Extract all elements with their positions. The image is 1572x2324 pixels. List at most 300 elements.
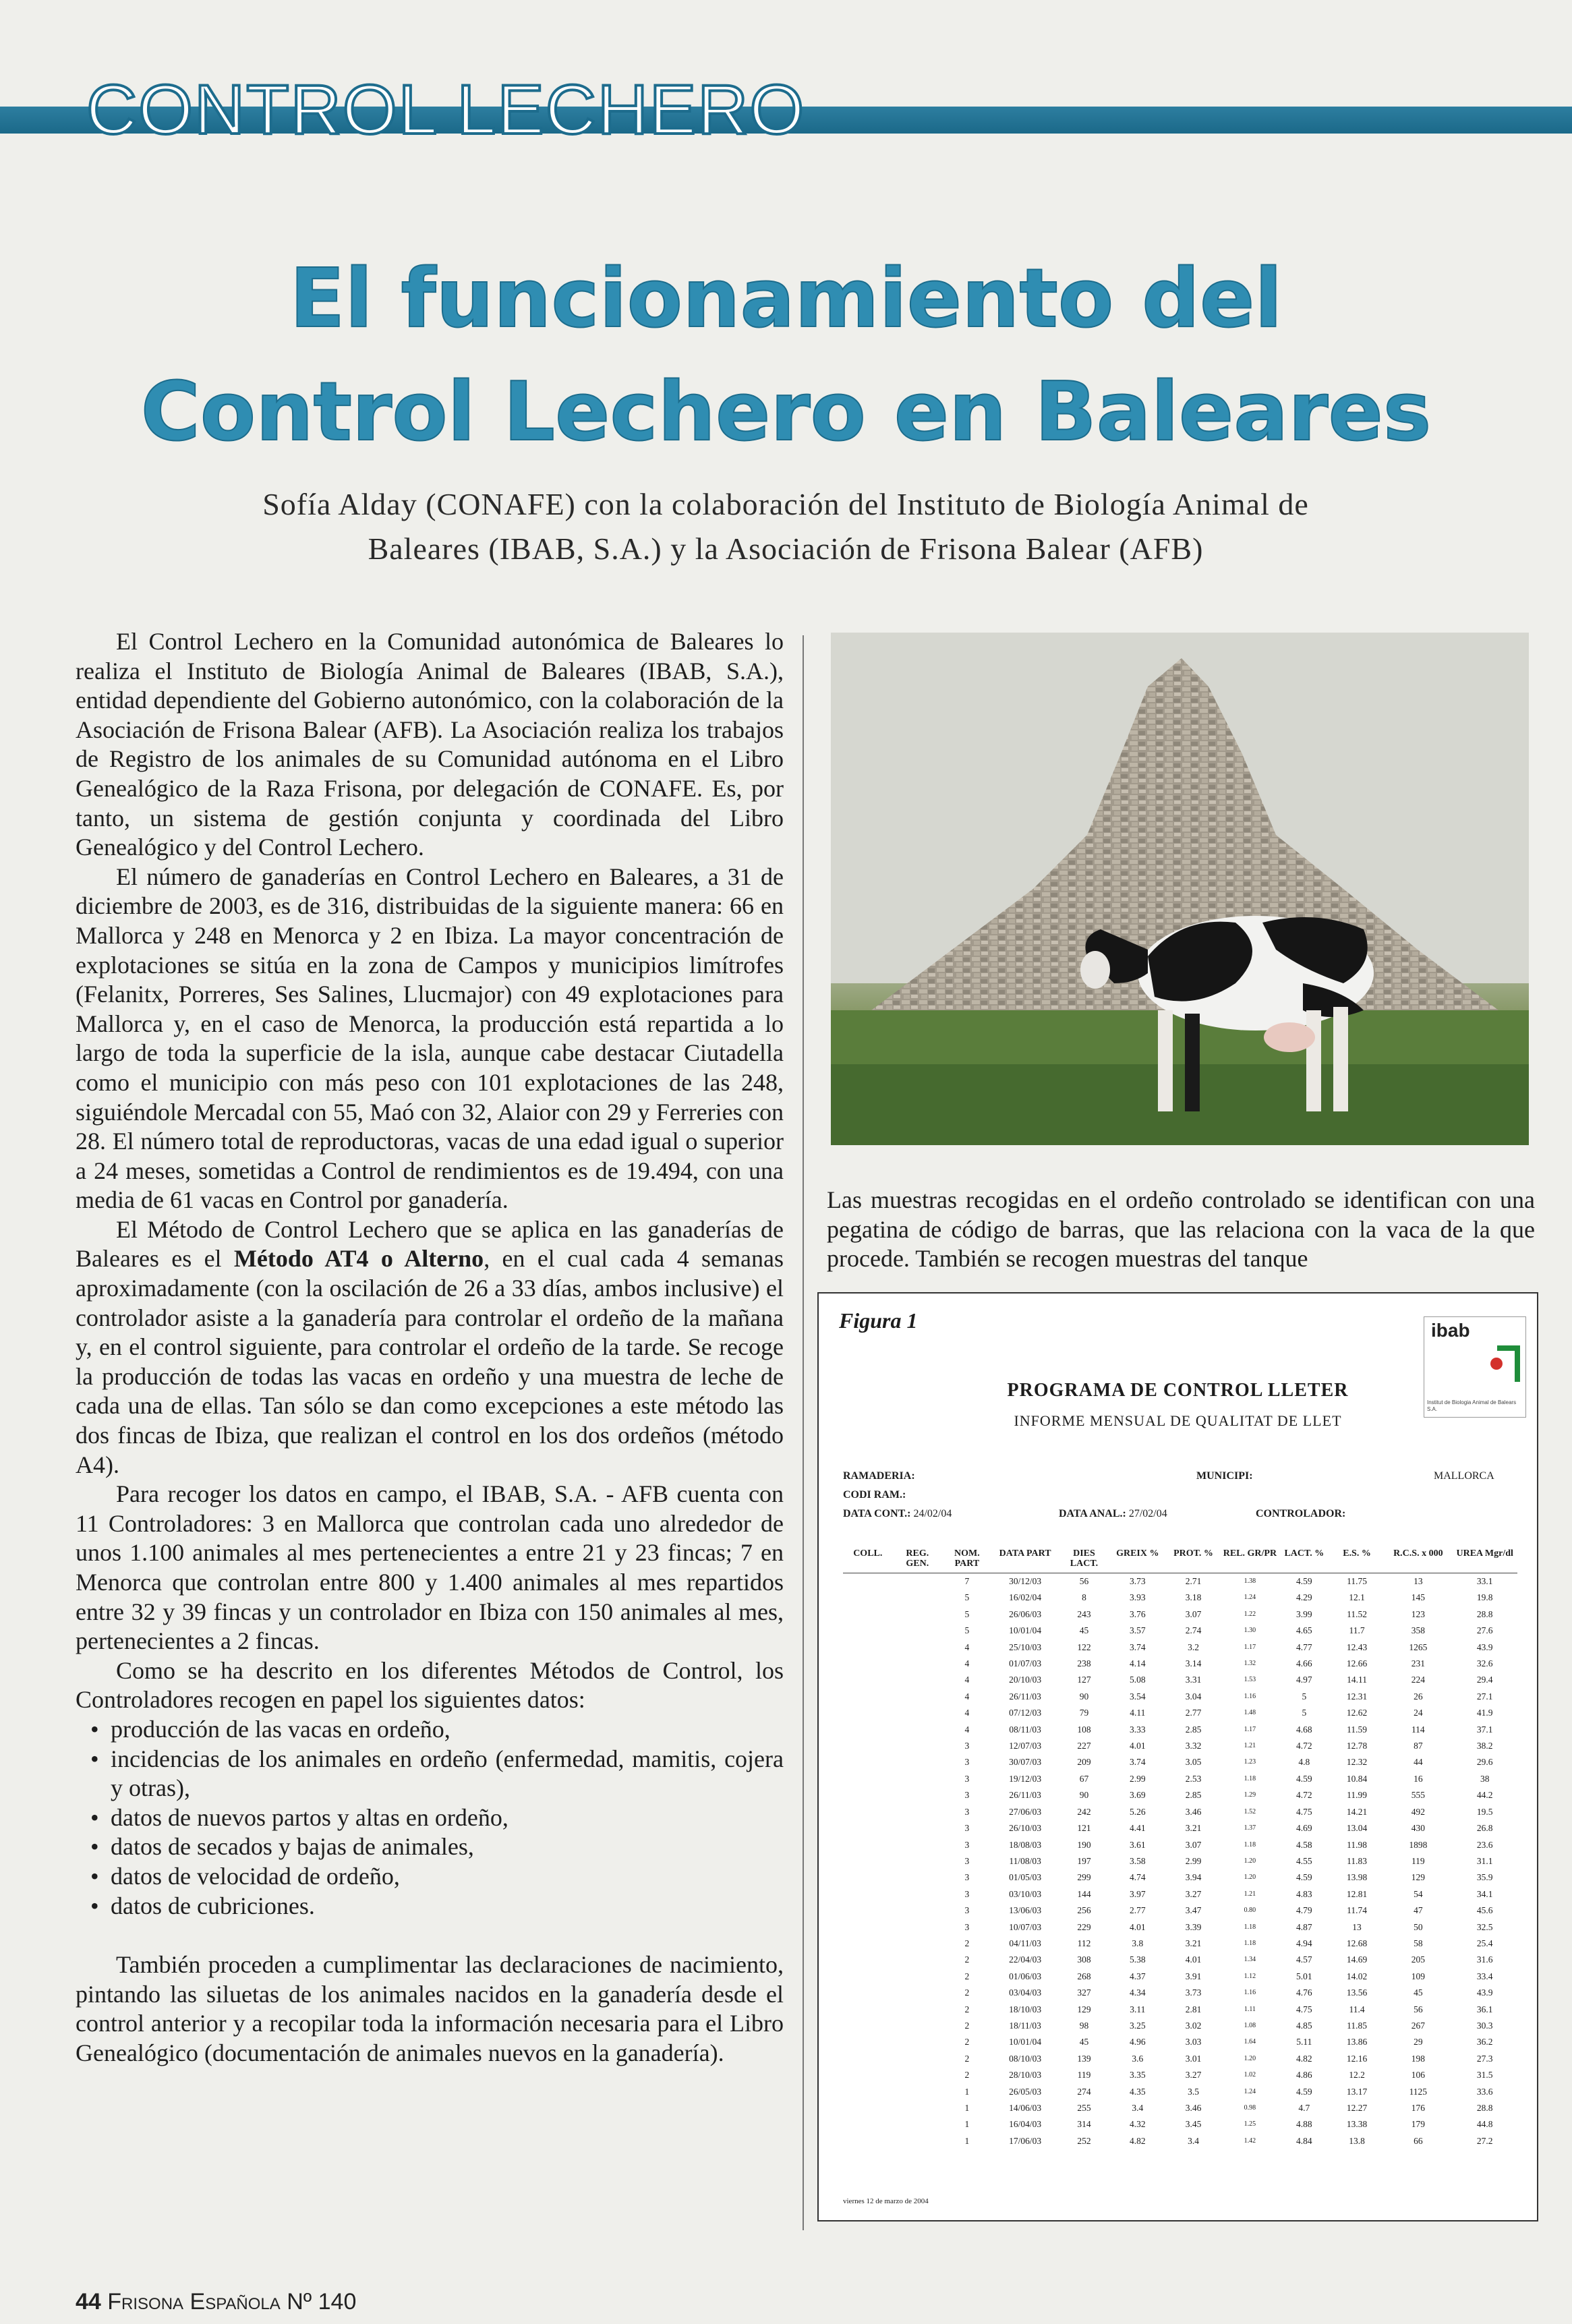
table-cell: 4.69 bbox=[1296, 1823, 1312, 1834]
table-cell-empty bbox=[843, 1886, 893, 1902]
table-cell: 12.2 bbox=[1349, 2070, 1365, 2081]
list-item: • producción de las vacas en ordeño, bbox=[111, 1715, 784, 1745]
table-cell-empty bbox=[843, 2133, 893, 2149]
figure-subtitle: INFORME MENSUAL DE QUALITAT DE LLET bbox=[1014, 1412, 1342, 1429]
table-cell: 11.59 bbox=[1347, 1724, 1367, 1735]
table-cell: 11.98 bbox=[1347, 1839, 1367, 1850]
table-cell: 4.66 bbox=[1296, 1658, 1312, 1669]
headline-line-2: Control Lechero en Baleares bbox=[140, 366, 1432, 459]
table-cell: 358 bbox=[1411, 1625, 1425, 1636]
table-cell: 11.7 bbox=[1349, 1625, 1365, 1636]
table-row bbox=[843, 1837, 1517, 1853]
table-cell: 5.26 bbox=[1129, 1806, 1146, 1817]
table-cell: 5.11 bbox=[1296, 2037, 1312, 2047]
table-cell: 4.84 bbox=[1296, 2135, 1312, 2146]
table-cell-empty bbox=[893, 1606, 943, 1623]
table-cell: 4.77 bbox=[1296, 1642, 1312, 1652]
table-row bbox=[843, 1886, 1517, 1902]
col-header: LACT. % bbox=[1279, 1548, 1330, 1573]
table-cell-empty bbox=[893, 1705, 943, 1721]
meta-municipi: MUNICIPI: bbox=[1196, 1470, 1253, 1482]
table-cell: 4 bbox=[964, 1691, 970, 1702]
table-cell: 1.32 bbox=[1244, 1660, 1256, 1668]
table-cell-empty bbox=[843, 2034, 893, 2050]
table-cell-empty bbox=[843, 1919, 893, 1936]
table-cell: 3 bbox=[964, 1872, 970, 1883]
table-cell: 12.32 bbox=[1346, 1757, 1368, 1768]
table-cell: 1.37 bbox=[1244, 1824, 1256, 1832]
table-cell: 20/10/03 bbox=[1009, 1675, 1042, 1685]
table-cell-empty bbox=[843, 1623, 893, 1639]
table-cell: 3 bbox=[964, 1823, 970, 1834]
table-cell: 25.4 bbox=[1476, 1938, 1493, 1948]
table-cell: 252 bbox=[1077, 2135, 1091, 2146]
table-cell: 3.76 bbox=[1129, 1608, 1146, 1619]
table-cell: 1.18 bbox=[1244, 1840, 1256, 1849]
table-cell: 122 bbox=[1077, 1642, 1091, 1652]
col-header: R.C.S. x 000 bbox=[1384, 1548, 1452, 1573]
table-cell: 2.71 bbox=[1185, 1576, 1202, 1586]
table-cell: 3.27 bbox=[1185, 1888, 1202, 1899]
table-cell: 1.29 bbox=[1244, 1791, 1256, 1799]
table-cell: 3.6 bbox=[1132, 2053, 1144, 2064]
table-row bbox=[843, 1606, 1517, 1623]
table-cell: 1.17 bbox=[1244, 1725, 1256, 1733]
table-cell: 4.96 bbox=[1129, 2037, 1146, 2047]
col-header: E.S. % bbox=[1330, 1548, 1384, 1573]
table-cell: 3.01 bbox=[1185, 2053, 1202, 2064]
table-cell: 3 bbox=[964, 1790, 970, 1801]
table-cell: 5.08 bbox=[1129, 1675, 1146, 1685]
table-cell: 12.81 bbox=[1346, 1888, 1368, 1899]
article-headline bbox=[0, 243, 1572, 469]
table-row bbox=[843, 2100, 1517, 2116]
table-cell: 4.01 bbox=[1185, 1954, 1202, 1965]
table-cell-empty bbox=[893, 1869, 943, 1886]
table-cell: 1.53 bbox=[1244, 1676, 1256, 1684]
table-cell: 3 bbox=[964, 1905, 970, 1916]
table-cell: 4.82 bbox=[1296, 2053, 1312, 2064]
list-item: • datos de nuevos partos y altas en ordeño, bbox=[111, 1803, 784, 1833]
table-cell: 44.2 bbox=[1476, 1790, 1493, 1801]
meta-codi: CODI RAM.: bbox=[843, 1489, 906, 1501]
table-cell: 31.1 bbox=[1476, 1855, 1493, 1866]
table-cell: 1.34 bbox=[1244, 1956, 1256, 1964]
table-cell: 24 bbox=[1414, 1708, 1423, 1718]
table-cell: 04/11/03 bbox=[1009, 1938, 1041, 1948]
table-row bbox=[843, 1969, 1517, 1985]
table-cell: 11.75 bbox=[1347, 1576, 1367, 1586]
table-cell: 327 bbox=[1077, 1987, 1091, 1998]
table-cell: 16 bbox=[1414, 1773, 1423, 1784]
table-cell: 1.12 bbox=[1244, 1972, 1256, 1980]
table-cell: 54 bbox=[1414, 1888, 1423, 1899]
table-cell: 12.62 bbox=[1346, 1708, 1368, 1718]
table-cell: 2.53 bbox=[1185, 1773, 1202, 1784]
table-row bbox=[843, 1639, 1517, 1656]
table-cell: 3.14 bbox=[1185, 1658, 1202, 1669]
table-cell: 4.88 bbox=[1296, 2119, 1312, 2130]
table-cell: 2 bbox=[964, 2020, 970, 2031]
table-cell: 430 bbox=[1411, 1823, 1425, 1834]
table-cell: 12.78 bbox=[1346, 1741, 1368, 1751]
paragraph-5: Como se ha descrito en los diferentes Métodos de Control, los Controladores recogen en papel los siguientes datos: bbox=[76, 1656, 784, 1714]
table-cell: 27/06/03 bbox=[1009, 1806, 1042, 1817]
table-row bbox=[843, 1869, 1517, 1886]
table-cell-empty bbox=[843, 1689, 893, 1705]
table-cell: 13.8 bbox=[1349, 2135, 1365, 2146]
table-cell: 01/07/03 bbox=[1009, 1658, 1042, 1669]
table-cell-empty bbox=[843, 1985, 893, 2001]
table-cell-empty bbox=[893, 1689, 943, 1705]
table-cell: 26/05/03 bbox=[1009, 2086, 1042, 2097]
table-cell: 28.8 bbox=[1476, 1608, 1493, 1619]
table-row bbox=[843, 1936, 1517, 1952]
table-cell: 13.56 bbox=[1346, 1987, 1368, 1998]
col-header: PROT. % bbox=[1165, 1548, 1221, 1573]
table-cell: 12/07/03 bbox=[1009, 1741, 1042, 1751]
paragraph-1: El Control Lechero en la Comunidad autonómica de Baleares lo realiza el Instituto de Biología Animal de Baleares (IBAB, S.A.), entidad dependiente del Gobierno autonómico, con la colaboración de la Asociación de Frisona Balear (AFB). La Asociación realiza los trabajos de Registro de los animales de su Comunidad autónoma en el Libro Genealógico de la Raza Frisona, por delegación de CONAFE. Es, por tanto, un sistema de gestión conjunta y coordinada del Libro Genealógico y del Control Lechero. bbox=[76, 628, 784, 861]
table-cell-empty bbox=[893, 2100, 943, 2116]
photo-illustration bbox=[831, 633, 1529, 1145]
table-cell: 2.77 bbox=[1185, 1708, 1202, 1718]
table-cell: 229 bbox=[1077, 1921, 1091, 1932]
table-cell: 4.75 bbox=[1296, 1806, 1312, 1817]
table-cell: 8 bbox=[1082, 1592, 1086, 1603]
table-cell: 27.1 bbox=[1476, 1691, 1493, 1702]
table-cell: 2 bbox=[964, 1971, 970, 1981]
table-row bbox=[843, 1573, 1517, 1590]
table-row bbox=[843, 1689, 1517, 1705]
table-row bbox=[843, 1952, 1517, 1968]
table-cell: 4.29 bbox=[1296, 1592, 1312, 1603]
table-cell: 4 bbox=[964, 1675, 970, 1685]
table-cell-empty bbox=[843, 2018, 893, 2034]
table-cell: 27.3 bbox=[1476, 2053, 1493, 2064]
list-item: • datos de secados y bajas de animales, bbox=[111, 1832, 784, 1862]
headline-line-1: El funcionamiento del bbox=[289, 252, 1283, 346]
table-cell: 3.99 bbox=[1296, 1608, 1312, 1619]
table-row bbox=[843, 2084, 1517, 2100]
table-cell: 1.02 bbox=[1244, 2071, 1256, 2079]
table-cell: 3.2 bbox=[1188, 1642, 1199, 1652]
table-cell: 1.16 bbox=[1244, 1692, 1256, 1700]
table-cell-empty bbox=[893, 1902, 943, 1919]
table-cell: 26/10/03 bbox=[1009, 1823, 1042, 1834]
table-cell-empty bbox=[893, 1969, 943, 1985]
table-cell: 3.93 bbox=[1129, 1592, 1146, 1603]
table-cell-empty bbox=[893, 1573, 943, 1590]
table-cell: 26 bbox=[1414, 1691, 1423, 1702]
table-cell: 11.83 bbox=[1347, 1855, 1367, 1866]
table-cell: 238 bbox=[1077, 1658, 1091, 1669]
table-cell: 2.85 bbox=[1185, 1790, 1202, 1801]
table-cell: 33.4 bbox=[1476, 1971, 1493, 1981]
table-cell: 4.01 bbox=[1129, 1741, 1146, 1751]
list-item: • incidencias de los animales en ordeño (enfermedad, mamitis, cojera y otras), bbox=[111, 1745, 784, 1803]
table-cell-empty bbox=[843, 1738, 893, 1754]
magazine-issue: Frisona Española Nº 140 bbox=[107, 2289, 357, 2315]
table-cell: 3.21 bbox=[1185, 1823, 1202, 1834]
table-cell-empty bbox=[893, 1853, 943, 1869]
table-cell: 268 bbox=[1077, 1971, 1091, 1981]
table-cell-empty bbox=[893, 2051, 943, 2067]
table-cell: 50 bbox=[1414, 1921, 1423, 1932]
table-cell: 4.58 bbox=[1296, 1839, 1312, 1850]
table-cell-empty bbox=[893, 1656, 943, 1672]
table-cell: 4 bbox=[964, 1724, 970, 1735]
table-cell: 4.41 bbox=[1129, 1823, 1146, 1834]
table-cell: 224 bbox=[1411, 1675, 1425, 1685]
table-cell: 5 bbox=[964, 1592, 970, 1603]
table-cell: 3 bbox=[964, 1806, 970, 1817]
table-cell: 4 bbox=[964, 1708, 970, 1718]
table-cell: 1.48 bbox=[1244, 1709, 1256, 1717]
table-cell: 07/12/03 bbox=[1009, 1708, 1042, 1718]
table-cell: 18/08/03 bbox=[1009, 1839, 1042, 1850]
table-cell: 2 bbox=[964, 1938, 970, 1948]
table-cell: 44.8 bbox=[1476, 2119, 1493, 2130]
table-cell: 3.69 bbox=[1129, 1790, 1146, 1801]
table-cell: 31.6 bbox=[1476, 1954, 1493, 1965]
paragraph-4: Para recoger los datos en campo, el IBAB, S.A. - AFB cuenta con 11 Controladores: 3 en Mallorca que controlan cada uno alrededor de unos 1.100 animales al mes pertenecientes a entre 21 y 23 fincas; 7 en Menorca que controlan entre 800 y 1.400 animales al mes repartidos entre 32 y 39 fincas y un controlador en Ibiza con 150 animales al mes, pertenecientes a 2 fincas. bbox=[76, 1480, 784, 1655]
table-cell: 44 bbox=[1414, 1757, 1423, 1768]
meta-municipi-value: MALLORCA bbox=[1434, 1470, 1494, 1482]
table-cell: 03/10/03 bbox=[1009, 1888, 1042, 1899]
table-cell: 23.6 bbox=[1476, 1839, 1493, 1850]
table-cell: 119 bbox=[1077, 2070, 1091, 2081]
table-cell: 4.59 bbox=[1296, 1872, 1312, 1883]
table-cell: 127 bbox=[1077, 1675, 1091, 1685]
table-cell: 144 bbox=[1077, 1888, 1091, 1899]
table-cell-empty bbox=[843, 1869, 893, 1886]
table-cell: 3.05 bbox=[1185, 1757, 1202, 1768]
table-cell: 14.69 bbox=[1346, 1954, 1368, 1965]
figure-footer-date: viernes 12 de marzo de 2004 bbox=[843, 2197, 929, 2205]
table-cell: 2 bbox=[964, 2070, 970, 2081]
table-cell: 205 bbox=[1411, 1954, 1425, 1965]
table-cell: 33.1 bbox=[1476, 1576, 1493, 1586]
table-cell: 256 bbox=[1077, 1905, 1091, 1916]
table-cell: 1.18 bbox=[1244, 1923, 1256, 1931]
table-cell: 4.34 bbox=[1129, 1987, 1146, 1998]
page-number: 44 bbox=[76, 2289, 101, 2315]
table-cell: 31.5 bbox=[1476, 2070, 1493, 2081]
table-cell: 5 bbox=[1302, 1691, 1307, 1702]
table-cell: 1.08 bbox=[1244, 2021, 1256, 2029]
table-cell-empty bbox=[893, 1771, 943, 1787]
table-row bbox=[843, 1738, 1517, 1754]
table-cell: 2 bbox=[964, 1954, 970, 1965]
table-cell-empty bbox=[843, 2067, 893, 2083]
table-cell: 4.97 bbox=[1296, 1675, 1312, 1685]
table-cell: 3.27 bbox=[1185, 2070, 1202, 2081]
table-cell: 7 bbox=[964, 1576, 970, 1586]
table-cell: 4.68 bbox=[1296, 1724, 1312, 1735]
table-cell: 4.14 bbox=[1129, 1658, 1146, 1669]
table-cell-empty bbox=[893, 1804, 943, 1820]
table-cell: 2.74 bbox=[1185, 1625, 1202, 1636]
table-cell-empty bbox=[843, 2084, 893, 2100]
table-cell: 13 bbox=[1352, 1921, 1362, 1932]
table-cell: 13.17 bbox=[1346, 2086, 1368, 2097]
table-cell-empty bbox=[843, 1804, 893, 1820]
table-row bbox=[843, 1853, 1517, 1869]
table-cell: 28.8 bbox=[1476, 2103, 1493, 2113]
table-cell: 4.72 bbox=[1296, 1790, 1312, 1801]
table-row bbox=[843, 1787, 1517, 1803]
table-cell-empty bbox=[843, 2116, 893, 2132]
table-cell-empty bbox=[893, 1936, 943, 1952]
table-cell: 12.27 bbox=[1346, 2103, 1368, 2113]
table-cell: 33.6 bbox=[1476, 2086, 1493, 2097]
table-cell: 121 bbox=[1077, 1823, 1091, 1834]
table-cell-empty bbox=[843, 1837, 893, 1853]
table-cell: 5 bbox=[964, 1625, 970, 1636]
figure-title: PROGRAMA DE CONTROL LLETER bbox=[1007, 1380, 1349, 1401]
table-cell: 3.32 bbox=[1185, 1741, 1202, 1751]
table-cell: 2.77 bbox=[1129, 1905, 1146, 1916]
table-cell-empty bbox=[843, 1820, 893, 1836]
table-cell: 45.6 bbox=[1476, 1905, 1493, 1916]
table-cell: 4.76 bbox=[1296, 1987, 1312, 1998]
table-cell-empty bbox=[893, 2133, 943, 2149]
table-cell: 3.39 bbox=[1185, 1921, 1202, 1932]
table-cell: 231 bbox=[1411, 1658, 1425, 1669]
col-header: DIES LACT. bbox=[1059, 1548, 1110, 1573]
table-cell: 4.79 bbox=[1296, 1905, 1312, 1916]
table-cell: 114 bbox=[1411, 1724, 1425, 1735]
table-cell: 4.35 bbox=[1129, 2086, 1146, 2097]
table-cell: 109 bbox=[1411, 1971, 1425, 1981]
table-cell: 08/10/03 bbox=[1009, 2053, 1042, 2064]
col-header: GREIX % bbox=[1109, 1548, 1165, 1573]
table-cell: 01/06/03 bbox=[1009, 1971, 1042, 1981]
table-cell: 308 bbox=[1077, 1954, 1091, 1965]
list-item: • datos de velocidad de ordeño, bbox=[111, 1862, 784, 1892]
table-row bbox=[843, 2133, 1517, 2149]
table-cell: 3.47 bbox=[1185, 1905, 1202, 1916]
table-cell: 47 bbox=[1414, 1905, 1423, 1916]
table-cell-empty bbox=[893, 1590, 943, 1606]
table-cell-empty bbox=[843, 2002, 893, 2018]
table-cell: 145 bbox=[1411, 1592, 1425, 1603]
table-cell: 4.83 bbox=[1296, 1888, 1312, 1899]
table-cell: 274 bbox=[1077, 2086, 1091, 2097]
table-cell: 4.72 bbox=[1296, 1741, 1312, 1751]
table-cell: 14.21 bbox=[1346, 1806, 1368, 1817]
table-cell: 3.61 bbox=[1129, 1839, 1146, 1850]
table-row bbox=[843, 2051, 1517, 2067]
table-cell-empty bbox=[893, 1639, 943, 1656]
table-row bbox=[843, 2067, 1517, 2083]
table-row bbox=[843, 1754, 1517, 1770]
table-cell: 3.04 bbox=[1185, 1691, 1202, 1702]
table-cell: 3.57 bbox=[1129, 1625, 1146, 1636]
table-cell: 18/11/03 bbox=[1009, 2020, 1041, 2031]
photo-caption: Las muestras recogidas en el ordeño controlado se identifican con una pegatina de código de barras, que las relaciona con la vaca de la que procede. También se recogen muestras del tanque bbox=[827, 1186, 1535, 1273]
table-header-row bbox=[843, 1548, 1517, 1573]
table-cell: 45 bbox=[1079, 2037, 1089, 2047]
table-cell: 1.42 bbox=[1244, 2137, 1256, 2145]
paragraph-6: También proceden a cumplimentar las declaraciones de nacimiento, pintando las siluetas de los animales nacidos en la ganadería desde el control anterior y a recopilar toda la información necesaria para el Libro Genealógico (documentación de animales nuevos en la ganadería). bbox=[76, 1951, 784, 2066]
table-cell: 209 bbox=[1077, 1757, 1091, 1768]
table-cell: 4.8 bbox=[1298, 1757, 1310, 1768]
table-cell: 4 bbox=[964, 1658, 970, 1669]
table-cell-empty bbox=[843, 1902, 893, 1919]
logo-subtitle: Institut de Biologia Animal de Balears S.A. bbox=[1427, 1399, 1517, 1412]
table-cell: 79 bbox=[1079, 1708, 1089, 1718]
table-cell: 3.46 bbox=[1185, 1806, 1202, 1817]
table-cell: 37.1 bbox=[1476, 1724, 1493, 1735]
table-cell: 4.01 bbox=[1129, 1921, 1146, 1932]
table-cell-empty bbox=[893, 2018, 943, 2034]
table-cell: 66 bbox=[1414, 2135, 1423, 2146]
article-authors bbox=[101, 482, 1470, 571]
table-cell: 17/06/03 bbox=[1009, 2135, 1042, 2146]
table-cell-empty bbox=[893, 1837, 943, 1853]
table-cell: 28/10/03 bbox=[1009, 2070, 1042, 2081]
table-cell-empty bbox=[893, 2116, 943, 2132]
table-cell: 38 bbox=[1480, 1773, 1490, 1784]
table-cell: 4.55 bbox=[1296, 1855, 1312, 1866]
table-cell: 3.73 bbox=[1129, 1576, 1146, 1586]
table-cell: 10/07/03 bbox=[1009, 1921, 1042, 1932]
table-cell: 190 bbox=[1077, 1839, 1091, 1850]
table-cell: 12.68 bbox=[1346, 1938, 1368, 1948]
table-body bbox=[843, 1573, 1517, 2150]
table-cell: 1 bbox=[964, 2103, 970, 2113]
col-header: DATA PART bbox=[992, 1548, 1059, 1573]
table-row bbox=[843, 1590, 1517, 1606]
table-cell: 1.20 bbox=[1244, 1857, 1256, 1865]
table-cell: 29 bbox=[1414, 2037, 1423, 2047]
table-cell: 3 bbox=[964, 1839, 970, 1850]
meta-controlador: CONTROLADOR: bbox=[1256, 1508, 1346, 1519]
table-cell: 11.4 bbox=[1349, 2004, 1365, 2014]
table-cell: 242 bbox=[1077, 1806, 1091, 1817]
table-cell: 32.6 bbox=[1476, 1658, 1493, 1669]
ibab-logo bbox=[1424, 1316, 1526, 1418]
table-cell: 243 bbox=[1077, 1608, 1091, 1619]
authors-line-2: Baleares (IBAB, S.A.) y la Asociación de Frisona Balear (AFB) bbox=[368, 531, 1204, 566]
table-cell: 492 bbox=[1411, 1806, 1425, 1817]
table-cell: 1.11 bbox=[1244, 2005, 1256, 2013]
table-cell: 4.74 bbox=[1129, 1872, 1146, 1883]
table-cell: 45 bbox=[1414, 1987, 1423, 1998]
table-cell-empty bbox=[843, 1590, 893, 1606]
table-cell: 1265 bbox=[1409, 1642, 1428, 1652]
table-cell: 4.37 bbox=[1129, 1971, 1146, 1981]
paragraph-3-end: , en el cual cada 4 semanas aproximadamente (con la oscilación de 26 a 33 días, ambos inclusive) el controlador asiste a la ganadería para controlar el ordeño de la mañana y, en el control siguiente, para controlar el ordeño de la tarde. Se recoge la producción de todas las vacas en ordeño y una muestra de leche de cada una de ellas. Tan sólo se dan como excepciones a este método las dos fincas de Ibiza, que realizan el control en los dos ordeños (método A4). bbox=[76, 1245, 784, 1478]
table-cell: 2 bbox=[964, 2004, 970, 2014]
logo-text: ibab bbox=[1431, 1320, 1470, 1341]
table-cell-empty bbox=[893, 1672, 943, 1688]
table-cell-empty bbox=[843, 1656, 893, 1672]
table-cell: 11.52 bbox=[1347, 1608, 1367, 1619]
table-cell: 3 bbox=[964, 1773, 970, 1784]
table-cell: 14/06/03 bbox=[1009, 2103, 1042, 2113]
table-cell: 26/11/03 bbox=[1009, 1691, 1041, 1702]
table-cell-empty bbox=[893, 1985, 943, 2001]
table-cell-empty bbox=[893, 2002, 943, 2018]
table-cell: 3.25 bbox=[1129, 2020, 1146, 2031]
table-cell: 555 bbox=[1411, 1790, 1425, 1801]
table-cell: 3.35 bbox=[1129, 2070, 1146, 2081]
table-cell: 3.8 bbox=[1132, 1938, 1144, 1948]
page-folio bbox=[76, 2289, 356, 2315]
paragraph-3-start: El Método de Control Lechero que se aplica en las ganaderías de Baleares es el bbox=[76, 1215, 784, 1273]
